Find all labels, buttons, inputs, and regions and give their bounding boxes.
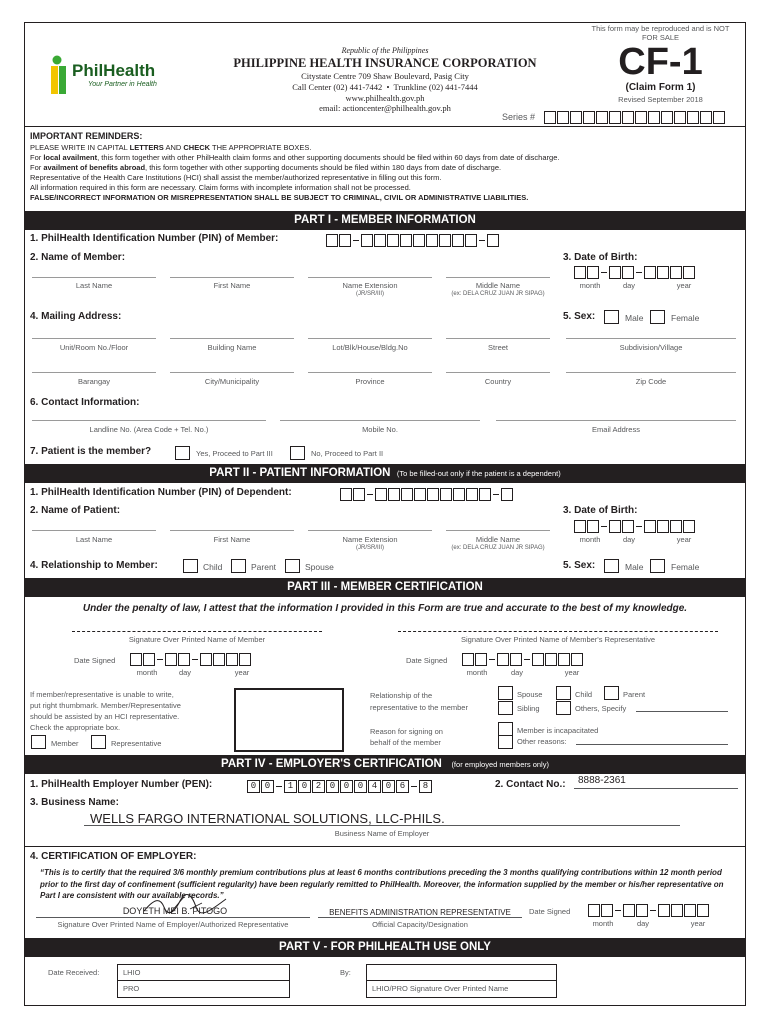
patient-male-checkbox[interactable]	[604, 559, 619, 573]
patient-female-checkbox[interactable]	[650, 559, 665, 573]
patient-yes-label: Yes, Proceed to Part III	[196, 449, 273, 458]
reminder-line-4: Representative of the Health Care Institutions (HCI) shall assist the member/authorized representative in filling out this form.	[30, 173, 442, 182]
patient-no-checkbox[interactable]	[290, 446, 305, 460]
member-female-label: Female	[671, 313, 700, 323]
org-email: email: actioncenter@philhealth.gov.ph	[319, 103, 451, 113]
rep-date-year: year	[564, 668, 580, 677]
member-pin-label: 1. PhilHealth Identification Number (PIN) of Member:	[30, 233, 279, 244]
sig-rep-label: Signature Over Printed Name of Member's Representative	[460, 635, 656, 644]
patient-no-label: No, Proceed to Part II	[311, 449, 384, 458]
rel-parent-checkbox[interactable]	[231, 559, 246, 573]
lhio-pro-box[interactable]	[117, 964, 290, 998]
contact-email: Email Address	[592, 425, 640, 434]
part4-note: (for employed members only)	[451, 760, 549, 769]
republic-text: Republic of the Philippines	[341, 46, 429, 55]
addr-street: Street	[487, 343, 508, 352]
mailing-address-label: 4. Mailing Address:	[30, 311, 122, 322]
part4-header	[24, 755, 746, 774]
addr-province: Province	[355, 377, 385, 386]
member-dob-label: 3. Date of Birth:	[563, 252, 638, 263]
addr-city: City/Municipality	[204, 377, 260, 386]
rep-parent-label: Parent	[623, 690, 646, 699]
patient-middle-note: (ex: DELA CRUZ JUAN JR SIPAG)	[451, 545, 545, 551]
pen-label: 1. PhilHealth Employer Number (PEN):	[30, 779, 213, 790]
date-received-label: Date Received:	[48, 968, 100, 977]
patient-is-member-label: 7. Patient is the member?	[30, 446, 152, 457]
part2-title: PART II - PATIENT INFORMATION	[209, 467, 391, 479]
header-divider	[24, 126, 746, 127]
reminders-title: IMPORTANT REMINDERS:	[30, 131, 143, 141]
part4-title: PART IV - EMPLOYER'S CERTIFICATION	[221, 758, 442, 770]
reason-other-checkbox[interactable]	[498, 735, 513, 749]
member-sex-label: 5. Sex:	[563, 311, 596, 322]
member-dob-boxes[interactable]	[574, 266, 695, 279]
dob-day: day	[622, 281, 636, 290]
trunkline: Trunkline (02) 441-7444	[393, 82, 478, 92]
rep-sibling-checkbox[interactable]	[498, 701, 513, 715]
member-middle-note: (ex: DELA CRUZ JUAN JR SIPAG)	[451, 291, 545, 297]
rep-date-signed-label: Date Signed	[406, 656, 448, 665]
org-website: www.philhealth.gov.ph	[345, 93, 425, 103]
patient-yes-checkbox[interactable]	[175, 446, 190, 460]
pen-digit[interactable]: 4	[368, 780, 381, 793]
employer-cert-text: “This is to certify that the required 3/6 monthly premium contributions plus at least 6 months contributions preceding the 3 months qualifying contributions within 12 month period prior to the first day of confinement (sufficient regularity) have been regularly remitted to PhilHealth. Moreover, the information supplied by the member or his/her representative on Part I are consistent with our available records.”	[40, 868, 724, 900]
org-phones: Call Center (02) 441-7442 • Trunkline (02) 441-7444	[292, 82, 478, 92]
form-code: CF-1	[618, 41, 703, 83]
thumb-member-checkbox[interactable]	[31, 735, 46, 749]
member-first-name: First Name	[213, 281, 251, 290]
patient-sex-label: 5. Sex:	[563, 560, 596, 571]
rep-child-label: Child	[575, 690, 593, 699]
lhio-field[interactable]: LHIO	[118, 965, 289, 981]
patient-male-label: Male	[625, 562, 644, 572]
employer-date-month: month	[592, 919, 614, 928]
dob-month: month	[579, 281, 601, 290]
reproduce-note: This form may be reproduced and is NOT FOR SALE	[591, 24, 730, 42]
rep-date-month: month	[466, 668, 488, 677]
series-label: Series #	[502, 112, 536, 122]
employer-designation-sub: Official Capacity/Designation	[372, 920, 468, 929]
rep-spouse-label: Spouse	[517, 690, 543, 699]
reason-signing-label: Reason for signing on behalf of the member	[370, 727, 443, 747]
pen-digit[interactable]: 1	[284, 780, 297, 793]
reason-incapacitated-checkbox[interactable]	[498, 722, 513, 736]
addr-zip: Zip Code	[635, 377, 667, 386]
addr-unit: Unit/Room No./Floor	[59, 343, 129, 352]
patient-last-name: Last Name	[75, 535, 113, 544]
employer-date-year: year	[690, 919, 706, 928]
thumb-rep-label: Representative	[111, 739, 162, 748]
contact-landline: Landline No. (Area Code + Tel. No.)	[89, 425, 209, 434]
rep-sibling-label: Sibling	[517, 704, 540, 713]
addr-barangay: Barangay	[77, 377, 111, 386]
addr-subdivision: Subdivision/Village	[619, 343, 683, 352]
patient-female-label: Female	[671, 562, 700, 572]
rep-others-label: Others, Specify	[575, 704, 627, 713]
contact-mobile: Mobile No.	[362, 425, 398, 434]
part3-header: PART III - MEMBER CERTIFICATION	[24, 578, 746, 597]
reason-incapacitated-label: Member is incapacitated	[517, 726, 599, 735]
member-date-day: day	[178, 668, 192, 677]
sig-member-label: Signature Over Printed Name of Member	[128, 635, 266, 644]
member-female-checkbox[interactable]	[650, 310, 665, 324]
member-middle-name: Middle Name	[475, 281, 521, 290]
call-center: Call Center (02) 441-7442	[292, 82, 383, 92]
pen-digit[interactable]: 0	[354, 780, 367, 793]
dependent-pin-boxes[interactable]	[340, 488, 513, 501]
member-date-signed-boxes[interactable]	[130, 653, 251, 666]
patient-dob-year: year	[676, 535, 692, 544]
reminder-line-3: For availment of benefits abroad, this form together with other supporting documents should be filed within 180 days from date of discharge.	[30, 163, 502, 172]
part2-note: (To be filled-out only if the patient is a dependent)	[396, 469, 561, 478]
series-number-boxes[interactable]	[544, 111, 725, 124]
rel-child-checkbox[interactable]	[183, 559, 198, 573]
part2-header	[24, 464, 746, 483]
business-name-sub: Business Name of Employer	[334, 829, 430, 838]
rep-child-checkbox[interactable]	[556, 686, 571, 700]
pen-digit[interactable]: 0	[247, 780, 260, 793]
patient-middle-name: Middle Name	[475, 535, 521, 544]
philhealth-logo	[48, 55, 188, 97]
employer-date-signed-boxes[interactable]	[588, 904, 709, 917]
contact-no-label: 2. Contact No.:	[495, 779, 566, 790]
rel-spouse-checkbox[interactable]	[285, 559, 300, 573]
patient-dob-label: 3. Date of Birth:	[563, 505, 638, 516]
pen-digit[interactable]: 0	[326, 780, 339, 793]
rep-date-day: day	[510, 668, 524, 677]
dob-year: year	[676, 281, 692, 290]
thumb-rep-checkbox[interactable]	[91, 735, 106, 749]
reminder-line-2: For local availment, this form together with other PhilHealth claim forms and other supporting documents should be filed within 60 days from date of discharge.	[30, 153, 560, 162]
business-name-value[interactable]: WELLS FARGO INTERNATIONAL SOLUTIONS, LLC-PHILS.	[90, 811, 445, 826]
employer-signer-sub: Signature Over Printed Name of Employer/Authorized Representative	[57, 920, 289, 929]
pen-digit[interactable]: 2	[312, 780, 325, 793]
patient-first-name: First Name	[213, 535, 251, 544]
pen-digit[interactable]: 0	[298, 780, 311, 793]
patient-dob-month: month	[579, 535, 601, 544]
patient-dob-day: day	[622, 535, 636, 544]
pen-digit[interactable]: 8	[419, 780, 432, 793]
rep-date-signed-boxes[interactable]	[462, 653, 583, 666]
relationship-label: 4. Relationship to Member:	[30, 560, 158, 571]
certification-statement: Under the penalty of law, I attest that the information I provided in this Form are true and accurate to the best of my knowledge.	[82, 603, 688, 614]
member-name-ext-note: (JR/SR/III)	[356, 291, 384, 297]
member-date-year: year	[234, 668, 250, 677]
addr-lot: Lot/Blk/House/Bldg.No	[332, 343, 408, 352]
thumbmark-box[interactable]	[234, 688, 344, 752]
member-name-ext: Name Extension	[342, 281, 398, 290]
thumbmark-note: If member/representative is unable to write, put right thumbmark. Member/Representative should be assisted by an HCI representative. Check the appropriate box.	[30, 690, 181, 732]
pen-boxes[interactable]	[247, 780, 432, 793]
lhio-pro-signature-label: LHIO/PRO Signature Over Printed Name	[372, 984, 509, 993]
patient-name-ext-note: (JR/SR/III)	[356, 545, 384, 551]
member-last-name: Last Name	[75, 281, 113, 290]
reminder-line-5: All information required in this form are necessary. Claim forms with incomplete information shall not be processed.	[30, 183, 411, 192]
member-male-checkbox[interactable]	[604, 310, 619, 324]
employer-date-day: day	[636, 919, 650, 928]
org-name: PHILIPPINE HEALTH INSURANCE CORPORATION	[233, 56, 537, 70]
rel-spouse-label: Spouse	[305, 562, 334, 572]
employer-date-signed-label: Date Signed	[529, 907, 571, 916]
rel-child-label: Child	[203, 562, 223, 572]
part5-header: PART V - FOR PHILHEALTH USE ONLY	[24, 938, 746, 957]
reason-other-label: Other reasons:	[517, 737, 567, 746]
pen-digit[interactable]: 0	[382, 780, 395, 793]
thumb-member-label: Member	[51, 739, 79, 748]
logo-tagline: Your Partner in Health	[88, 81, 157, 88]
pro-field[interactable]: PRO	[123, 984, 140, 993]
by-label: By:	[340, 968, 351, 977]
member-name-label: 2. Name of Member:	[30, 252, 126, 263]
member-date-month: month	[136, 668, 158, 677]
pen-digit[interactable]: 0	[261, 780, 274, 793]
rep-others-checkbox[interactable]	[556, 701, 571, 715]
contact-no-value[interactable]: 8888-2361	[578, 775, 626, 786]
rel-parent-label: Parent	[251, 562, 277, 572]
reminder-line-1: PLEASE WRITE IN CAPITAL LETTERS AND CHECK THE APPROPRIATE BOXES.	[30, 143, 312, 152]
reminder-line-6: FALSE/INCORRECT INFORMATION OR MISREPRESENTATION SHALL BE SUBJECT TO CRIMINAL, CIVIL OR ADMINISTRATIVE LIABILITIES.	[30, 193, 529, 202]
cert-divider	[24, 846, 746, 847]
logo-text: PhilHealth	[72, 61, 156, 80]
part1-header: PART I - MEMBER INFORMATION	[24, 211, 746, 230]
pen-digit[interactable]: 0	[340, 780, 353, 793]
revised-date: Revised September 2018	[618, 95, 703, 104]
patient-dob-boxes[interactable]	[574, 520, 695, 533]
member-male-label: Male	[625, 313, 644, 323]
org-address: Citystate Centre 709 Shaw Boulevard, Pasig City	[301, 71, 469, 81]
contact-info-label: 6. Contact Information:	[30, 397, 140, 408]
rep-spouse-checkbox[interactable]	[498, 686, 513, 700]
employer-signer-name[interactable]: DOYETH MEI B. PITOGO	[122, 906, 228, 916]
addr-country: Country	[484, 377, 512, 386]
dependent-pin-label: 1. PhilHealth Identification Number (PIN) of Dependent:	[30, 487, 292, 498]
patient-name-ext: Name Extension	[342, 535, 398, 544]
business-name-label: 3. Business Name:	[30, 797, 119, 808]
employer-designation[interactable]: BENEFITS ADMINISTRATION REPRESENTATIVE	[329, 908, 511, 917]
lhio-pro-signature-box[interactable]	[366, 964, 557, 998]
rep-parent-checkbox[interactable]	[604, 686, 619, 700]
pen-digit[interactable]: 6	[396, 780, 409, 793]
form-name: (Claim Form 1)	[625, 82, 696, 93]
relationship-rep-label: Relationship of the representative to the member	[370, 691, 468, 712]
member-date-signed-label: Date Signed	[74, 656, 116, 665]
member-pin-boxes[interactable]	[326, 234, 499, 247]
patient-name-label: 2. Name of Patient:	[30, 505, 121, 516]
employer-cert-label: 4. CERTIFICATION OF EMPLOYER:	[30, 851, 197, 862]
addr-building: Building Name	[207, 343, 257, 352]
